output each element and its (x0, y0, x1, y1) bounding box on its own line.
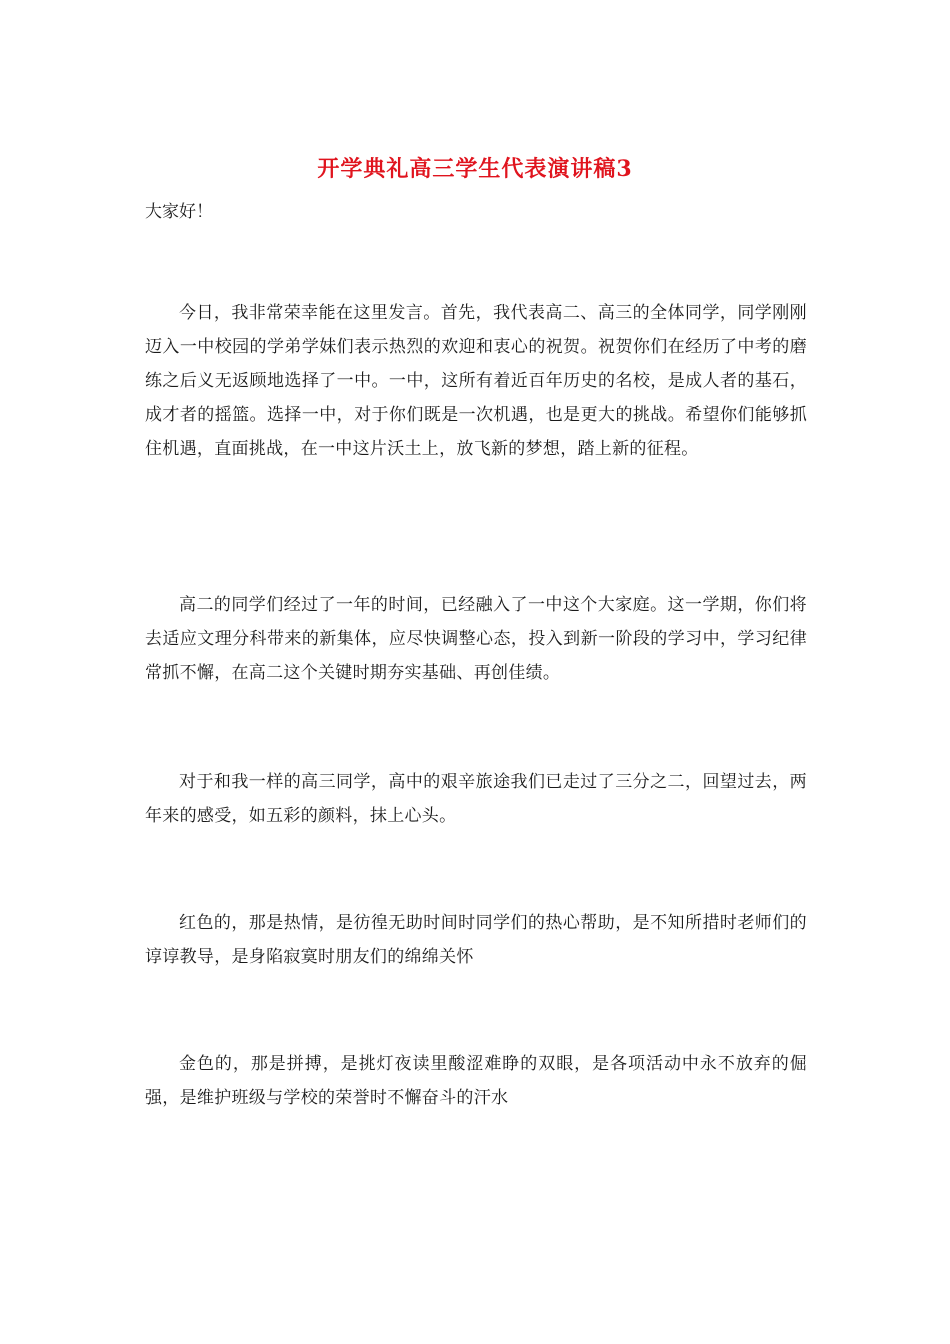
paragraph-4: 红色的，那是热情，是彷徨无助时间时同学们的热心帮助，是不知所措时老师们的谆谆教导，是身陷寂寞时朋友们的绵绵关怀 (145, 913, 807, 967)
paragraph-5: 金色的，那是拼搏，是挑灯夜读里酸涩难睁的双眼，是各项活动中永不放弃的倔强，是维护班级与学校的荣誉时不懈奋斗的汗水 (145, 1054, 807, 1108)
document-title: 开学典礼高三学生代表演讲稿3 (317, 156, 633, 182)
greeting-text: 大家好！ (145, 202, 213, 222)
paragraph-1: 今日，我非常荣幸能在这里发言。首先，我代表高二、高三的全体同学，同学刚刚迈入一中校园的学弟学妹们表示热烈的欢迎和衷心的祝贺。祝贺你们在经历了中考的磨练之后义无返顾地选择了一中。一中，这所有着近百年历史的名校，是成人者的基石，成才者的摇篮。选择一中，对于你们既是一次机遇，也是更大的挑战。希望你们能够抓住机遇，直面挑战，在一中这片沃土上，放飞新的梦想，踏上新的征程。 (145, 303, 807, 459)
paragraph-2: 高二的同学们经过了一年的时间，已经融入了一中这个大家庭。这一学期，你们将去适应文理分科带来的新集体，应尽快调整心态，投入到新一阶段的学习中，学习纪律常抓不懈，在高二这个关键时期夯实基础、再创佳绩。 (145, 595, 807, 683)
paragraph-3: 对于和我一样的高三同学，高中的艰辛旅途我们已走过了三分之二，回望过去，两年来的感受，如五彩的颜料，抹上心头。 (145, 772, 807, 826)
